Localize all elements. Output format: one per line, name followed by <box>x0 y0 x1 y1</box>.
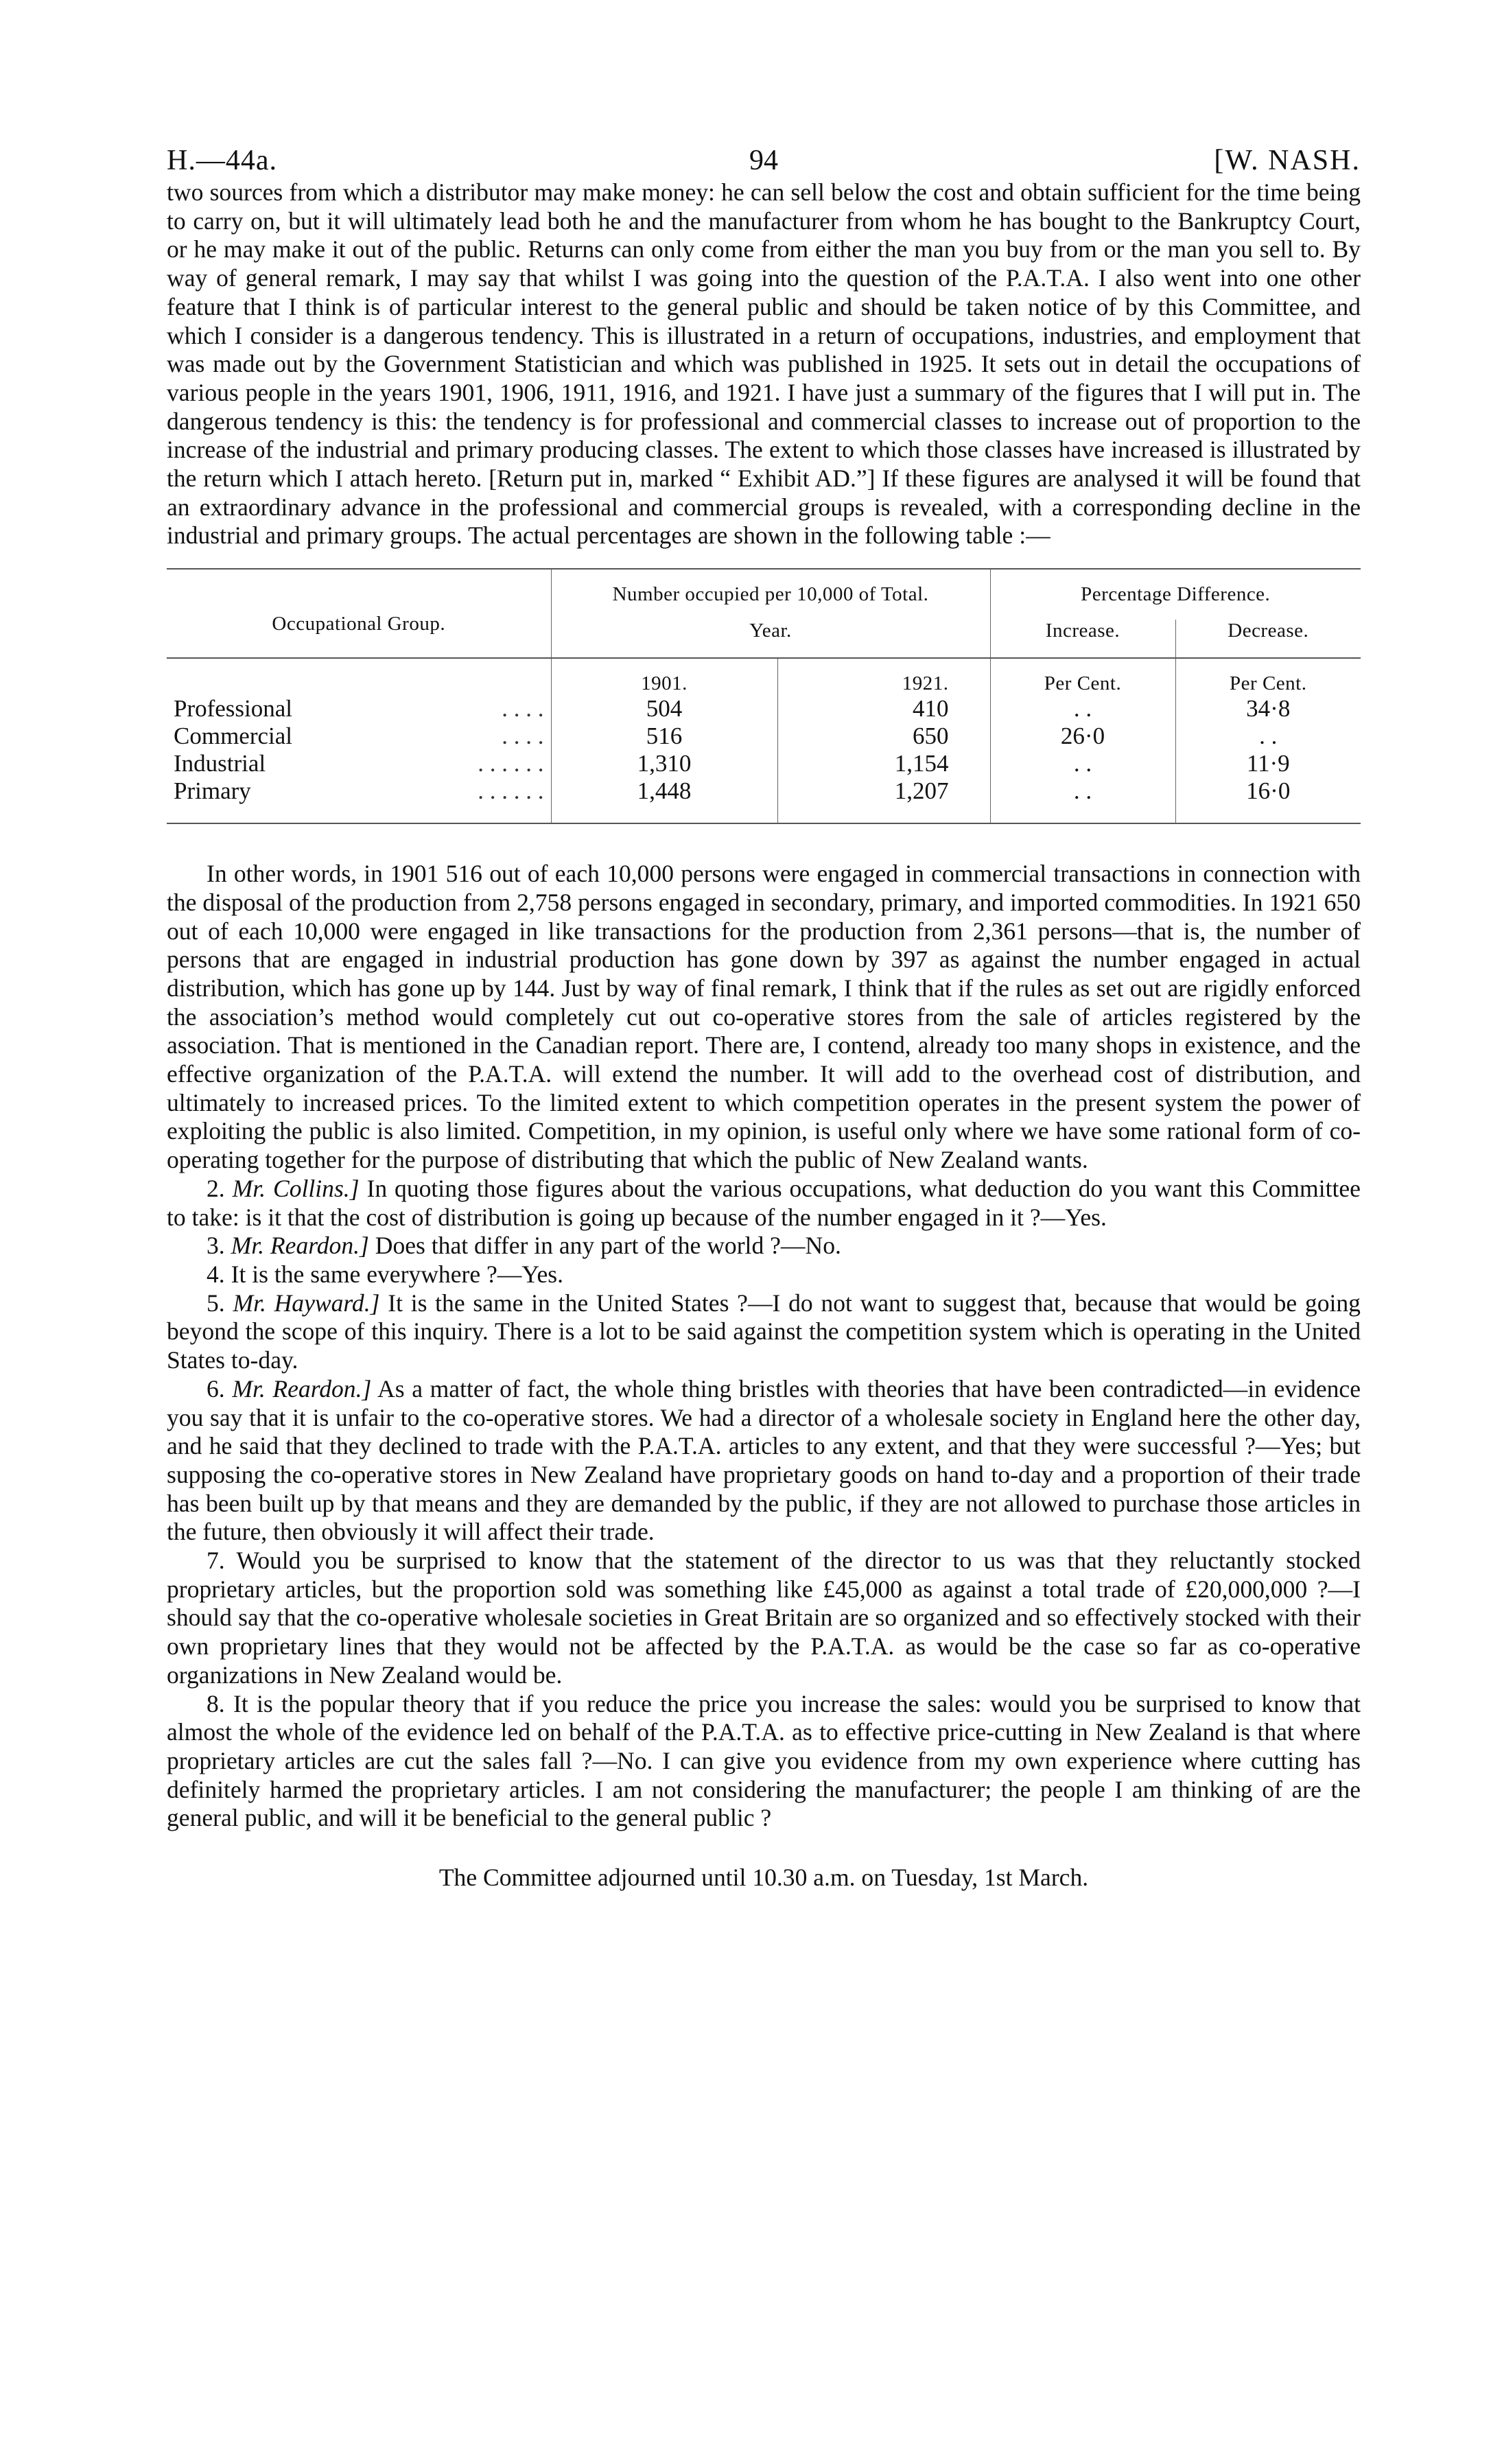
document-reference: H.—44a. <box>167 145 277 176</box>
value-1901: 1,448 <box>551 777 777 805</box>
question-8: 8. It is the popular theory that if you reduce the price you increase the sales: would you be surprised to know that almost the whole of the evidence led on behalf of the P.A.T.A. as to effective price-cutting in New Zealand is that where proprietary articles are cut the sales fall ?—No. I can give you evidence from my own experience where cutting has definitely harmed the proprietary articles. I am not considering the manufacturer; the people I am thinking of are the general public, and will it be beneficial to the general public ? <box>167 1689 1361 1832</box>
question-5: 5. Mr. Hayward.] It is the same in the United States ?—I do not want to suggest that, because that would be going beyond the scope of this inquiry. There is a lot to be said against the competition system which is operating in the United States to-day. <box>167 1289 1361 1374</box>
speaker: Mr. Collins.] <box>232 1174 360 1202</box>
group-name: Industrial <box>174 750 266 777</box>
col-year-label: Year. <box>551 620 990 658</box>
value-1921: 1,154 <box>777 750 990 777</box>
question-3: 3. Mr. Reardon.] Does that differ in any part of the world ?—No. <box>207 1232 841 1260</box>
table-row <box>167 750 1361 777</box>
occupations-table-wrap <box>167 568 1361 824</box>
col-number-label: Number occupied per 10,000 of Total. <box>551 569 990 620</box>
value-decrease: 11·9 <box>1175 750 1361 777</box>
value-1901: 504 <box>551 695 777 723</box>
table-row <box>167 777 1361 805</box>
value-1921: 410 <box>777 695 990 723</box>
page-number: 94 <box>749 145 778 176</box>
question-2: 2. Mr. Collins.] In quoting those figures about the various occupations, what deduction do you want this Committee to take: is it that the cost of distribution is going up because of the number engaged in it ?—Yes. <box>167 1174 1361 1231</box>
value-increase: . . <box>990 695 1175 723</box>
group-name: Commercial <box>174 723 293 750</box>
question-4: 4. It is the same everywhere ?—Yes. <box>207 1260 564 1288</box>
value-decrease: 16·0 <box>1175 777 1361 805</box>
col-increase-label: Increase. <box>990 620 1175 658</box>
col-decrease-label: Decrease. <box>1175 620 1361 658</box>
value-increase: 26·0 <box>990 723 1175 750</box>
occupations-table <box>167 568 1361 824</box>
col-group-label: Occupational Group. <box>272 612 446 635</box>
value-1901: 516 <box>551 723 777 750</box>
table-row <box>167 695 1361 723</box>
speaker: Mr. Reardon.] <box>231 1232 369 1260</box>
speaker: Mr. Hayward.] <box>233 1289 380 1317</box>
decrease-unit: Per Cent. <box>1175 658 1361 695</box>
after-table-paragraph: In other words, in 1901 516 out of each 10,000 persons were engaged in commercial transactions in connection with the disposal of the production from 2,758 persons engaged in secondary, primary, and imported commodities. In 1921 650 out of each 10,000 were engaged in like transactions for the production from 2,361 persons—that is, the number of persons that are engaged in industrial production has gone down by 397 as against the number engaged in actual distribution, which has gone up by 144. Just by way of final remark, I think that if the rules as set out are rigidly enforced the association’s method would completely cut out co-operative stores from the sale of articles registered by the association. That is mentioned in the Canadian report. There are, I contend, already too many shops in existence, and the effective organization of the P.A.T.A. will extend the number. It will add to the overhead cost of distribution, and ultimately to increased prices. To the limited extent to which competition operates in the present system the power of exploiting the public is also limited. Competition, in my opinion, is useful only where we have some rational form of co-operating together for the purpose of distributing that which the public of New Zealand wants. <box>167 860 1361 1174</box>
value-increase: . . <box>990 777 1175 805</box>
col-pct-label: Percentage Difference. <box>990 569 1361 620</box>
value-1921: 650 <box>777 723 990 750</box>
table-row <box>167 723 1361 750</box>
value-1901: 1,310 <box>551 750 777 777</box>
leader-dots: . . . . <box>502 695 544 723</box>
value-decrease: . . <box>1175 723 1361 750</box>
leader-dots: . . . . <box>502 723 544 750</box>
witness-name: [W. NASH. <box>1214 145 1361 176</box>
adjournment-note: The Committee adjourned until 10.30 a.m. on Tuesday, 1st March. <box>438 1864 1089 1892</box>
value-1921: 1,207 <box>777 777 990 805</box>
value-increase: . . <box>990 750 1175 777</box>
page-header <box>167 137 1361 178</box>
increase-unit: Per Cent. <box>990 658 1175 695</box>
leader-dots: . . . . . . <box>478 750 544 777</box>
year-1901-label: 1901. <box>551 658 777 695</box>
intro-paragraph: two sources from which a distributor may make money: he can sell below the cost and obtain sufficient for the time being to carry on, but it will ultimately lead both he and the manufacturer from whom he has bought to the Bankruptcy Court, or he may make it out of the public. Returns can only come from either the man you buy from or the man you sell to. By way of general remark, I may say that whilst I was going into the question of the P.A.T.A. I also went into one other feature that I think is of particular interest to the general public and should be taken notice of by this Committee, and which I consider is a dangerous tendency. This is illustrated in a return of occupations, industries, and employment that was made out by the Government Statistician and which was published in 1925. It sets out in detail the occupations of various people in the years 1901, 1906, 1911, 1916, and 1921. I have just a summary of the figures that I will put in. The dangerous tendency is this: the tendency is for professional and commercial classes to increase out of proportion to the increase of the industrial and primary producing classes. The extent to which those classes have increased is illustrated by the return which I attach hereto. [Return put in, marked “ Exhibit AD.”] If these figures are analysed it will be found that an extraordinary advance in the professional and commercial groups is revealed, with a corresponding decline in the industrial and primary groups. The actual percentages are shown in the following table :— <box>167 178 1361 550</box>
document-page <box>167 137 1361 1892</box>
question-7: 7. Would you be surprised to know that the statement of the director to us was that they reluctantly stocked proprietary articles, but the proportion sold was something like £45,000 as against a total trade of £20,000,000 ?—I should say that the co-operative wholesale societies in Great Britain are so organized and so effectively stocked with their own proprietary lines that they would not be affected by the P.A.T.A. as would be the case so far as co-operative organizations in New Zealand would be. <box>167 1547 1361 1689</box>
leader-dots: . . . . . . <box>478 777 544 805</box>
year-1921-label: 1921. <box>777 658 990 695</box>
group-name: Primary <box>174 777 251 805</box>
value-decrease: 34·8 <box>1175 695 1361 723</box>
group-name: Professional <box>174 695 293 723</box>
speaker: Mr. Reardon.] <box>232 1374 372 1403</box>
question-6: 6. Mr. Reardon.] As a matter of fact, the whole thing bristles with theories that have been contradicted—in evidence you say that it is unfair to the co-operative stores. We had a director of a wholesale society in England here the other day, and he said that they declined to trade with the P.A.T.A. articles to any extent, and that they were successful ?—Yes; but supposing the co-operative stores in New Zealand have proprietary goods on hand to-day and a proportion of their trade has been built up by that means and they are demanded by the public, if they are not allowed to purchase those articles in the future, then obviously it will affect their trade. <box>167 1374 1361 1546</box>
